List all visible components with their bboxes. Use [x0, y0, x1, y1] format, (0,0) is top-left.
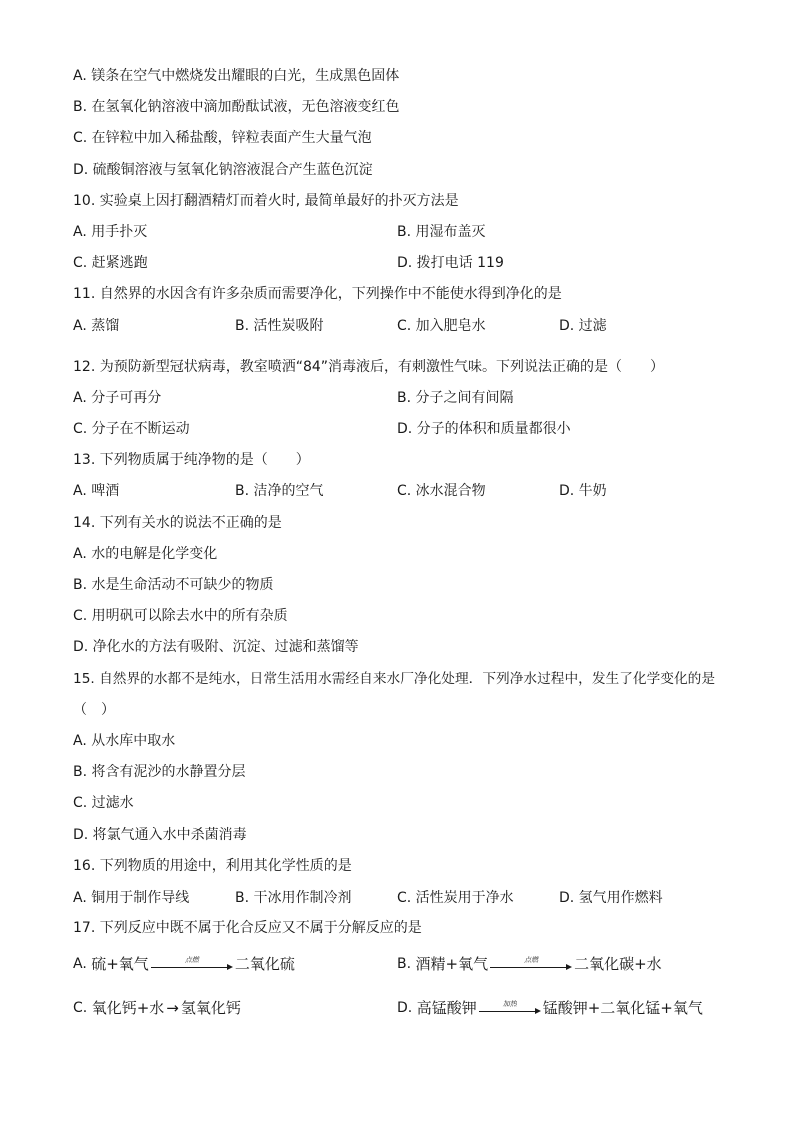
q13-option-a: A. 啤酒 — [73, 483, 120, 499]
q17-b-reactants: 酒精+氧气 — [415, 955, 489, 973]
q17-a-products: 二氧化硫 — [234, 955, 295, 973]
q14-option-d: D. 净化水的方法有吸附、沉淀、过滤和蒸馏等 — [73, 639, 359, 655]
q11-stem: 11. 自然界的水因含有许多杂质而需要净化，下列操作中不能使水得到净化的是 — [73, 286, 562, 302]
q10-option-d: D. 拨打电话 119 — [397, 255, 504, 271]
q10-stem: 10. 实验桌上因打翻酒精灯而着火时, 最简单最好的扑灭方法是 — [73, 193, 459, 209]
q12-option-a: A. 分子可再分 — [73, 390, 162, 406]
q12-options-row2 — [73, 419, 773, 439]
q10-option-c: C. 赶紧逃跑 — [73, 255, 148, 271]
q12-option-d: D. 分子的体积和质量都很小 — [397, 421, 571, 437]
simple-arrow-icon: → — [166, 999, 179, 1017]
q15-option-c: C. 过滤水 — [73, 795, 134, 811]
q17-c-reactants: 氧化钙+水 — [91, 999, 165, 1017]
q11-option-d: D. 过滤 — [559, 318, 607, 334]
q17-d-label: D. — [397, 1000, 413, 1016]
q15-stem: 15. 自然界的水都不是纯水，日常生活用水需经自来水厂净化处理．下列净水过程中，发生了化学变化的是 — [73, 671, 716, 687]
q16-options-row — [73, 888, 773, 908]
q11-option-c: C. 加入肥皂水 — [397, 318, 486, 334]
q14-option-b: B. 水是生命活动不可缺少的物质 — [73, 577, 274, 593]
q16-option-c: C. 活性炭用于净水 — [397, 890, 514, 906]
q9-option-b: B. 在氢氧化钠溶液中滴加酚酞试液，无色溶液变红色 — [73, 99, 400, 115]
q12-option-b: B. 分子之间有间隔 — [397, 390, 514, 406]
q16-option-a: A. 铜用于制作导线 — [73, 890, 190, 906]
q14-option-c: C. 用明矾可以除去水中的所有杂质 — [73, 608, 288, 624]
q9-option-a: A. 镁条在空气中燃烧发出耀眼的白光，生成黑色固体 — [73, 68, 400, 84]
q9-option-d: D. 硫酸铜溶液与氢氧化钠溶液混合产生蓝色沉淀 — [73, 162, 373, 178]
q10-option-b: B. 用湿布盖灭 — [397, 224, 486, 240]
q17-options-row2 — [73, 996, 773, 1022]
q17-d-reactants: 高锰酸钾 — [416, 999, 477, 1017]
reaction-arrow-icon — [490, 956, 572, 972]
q17-a-reactants: 硫+氧气 — [91, 955, 149, 973]
reaction-arrow-icon — [151, 956, 233, 972]
q13-option-c: C. 冰水混合物 — [397, 483, 486, 499]
q15-option-d: D. 将氯气通入水中杀菌消毒 — [73, 827, 247, 843]
q17-option-a — [73, 954, 295, 974]
reaction-arrow-icon — [479, 1000, 541, 1016]
q10-options-row2 — [73, 253, 773, 273]
q15-option-a: A. 从水库中取水 — [73, 733, 176, 749]
q17-b-products: 二氧化碳+水 — [574, 955, 662, 973]
q16-stem: 16. 下列物质的用途中，利用其化学性质的是 — [73, 858, 352, 874]
q17-d-products: 锰酸钾+二氧化锰+氧气 — [542, 999, 703, 1017]
q14-option-a: A. 水的电解是化学变化 — [73, 546, 218, 562]
q15-stem-cont: （ ） — [73, 702, 115, 718]
q12-option-c: C. 分子在不断运动 — [73, 421, 190, 437]
q17-option-d — [397, 998, 703, 1018]
q13-option-b: B. 洁净的空气 — [235, 483, 324, 499]
q11-options-row — [73, 316, 773, 336]
q17-c-products: 氢氧化钙 — [180, 999, 241, 1017]
q17-d-condition: 加热 — [502, 1000, 517, 1008]
q13-options-row — [73, 481, 773, 501]
q17-b-label: B. — [397, 956, 412, 972]
q10-options-row1 — [73, 222, 773, 242]
q9-option-c: C. 在锌粒中加入稀盐酸，锌粒表面产生大量气泡 — [73, 130, 372, 146]
q13-stem: 13. 下列物质属于纯净物的是（ ） — [73, 452, 310, 468]
q17-stem: 17. 下列反应中既不属于化合反应又不属于分解反应的是 — [73, 920, 422, 936]
q17-a-condition: 点燃 — [184, 956, 199, 964]
q11-option-b: B. 活性炭吸附 — [235, 318, 324, 334]
q17-b-condition: 点燃 — [524, 956, 539, 964]
q13-option-d: D. 牛奶 — [559, 483, 607, 499]
q16-option-b: B. 干冰用作制冷剂 — [235, 890, 352, 906]
q17-a-label: A. — [73, 956, 87, 972]
q17-c-label: C. — [73, 1000, 88, 1016]
q12-options-row1 — [73, 388, 773, 408]
q15-option-b: B. 将含有泥沙的水静置分层 — [73, 764, 246, 780]
q10-option-a: A. 用手扑灭 — [73, 224, 148, 240]
q17-option-c — [73, 998, 241, 1018]
q12-stem: 12. 为预防新型冠状病毒，教室喷洒“84”消毒液后，有刺激性气味。下列说法正确的是（ ） — [73, 359, 665, 375]
q11-option-a: A. 蒸馏 — [73, 318, 120, 334]
q16-option-d: D. 氢气用作燃料 — [559, 890, 663, 906]
q17-option-b — [397, 954, 662, 974]
q14-stem: 14. 下列有关水的说法不正确的是 — [73, 515, 282, 531]
q17-options-row1 — [73, 952, 773, 978]
